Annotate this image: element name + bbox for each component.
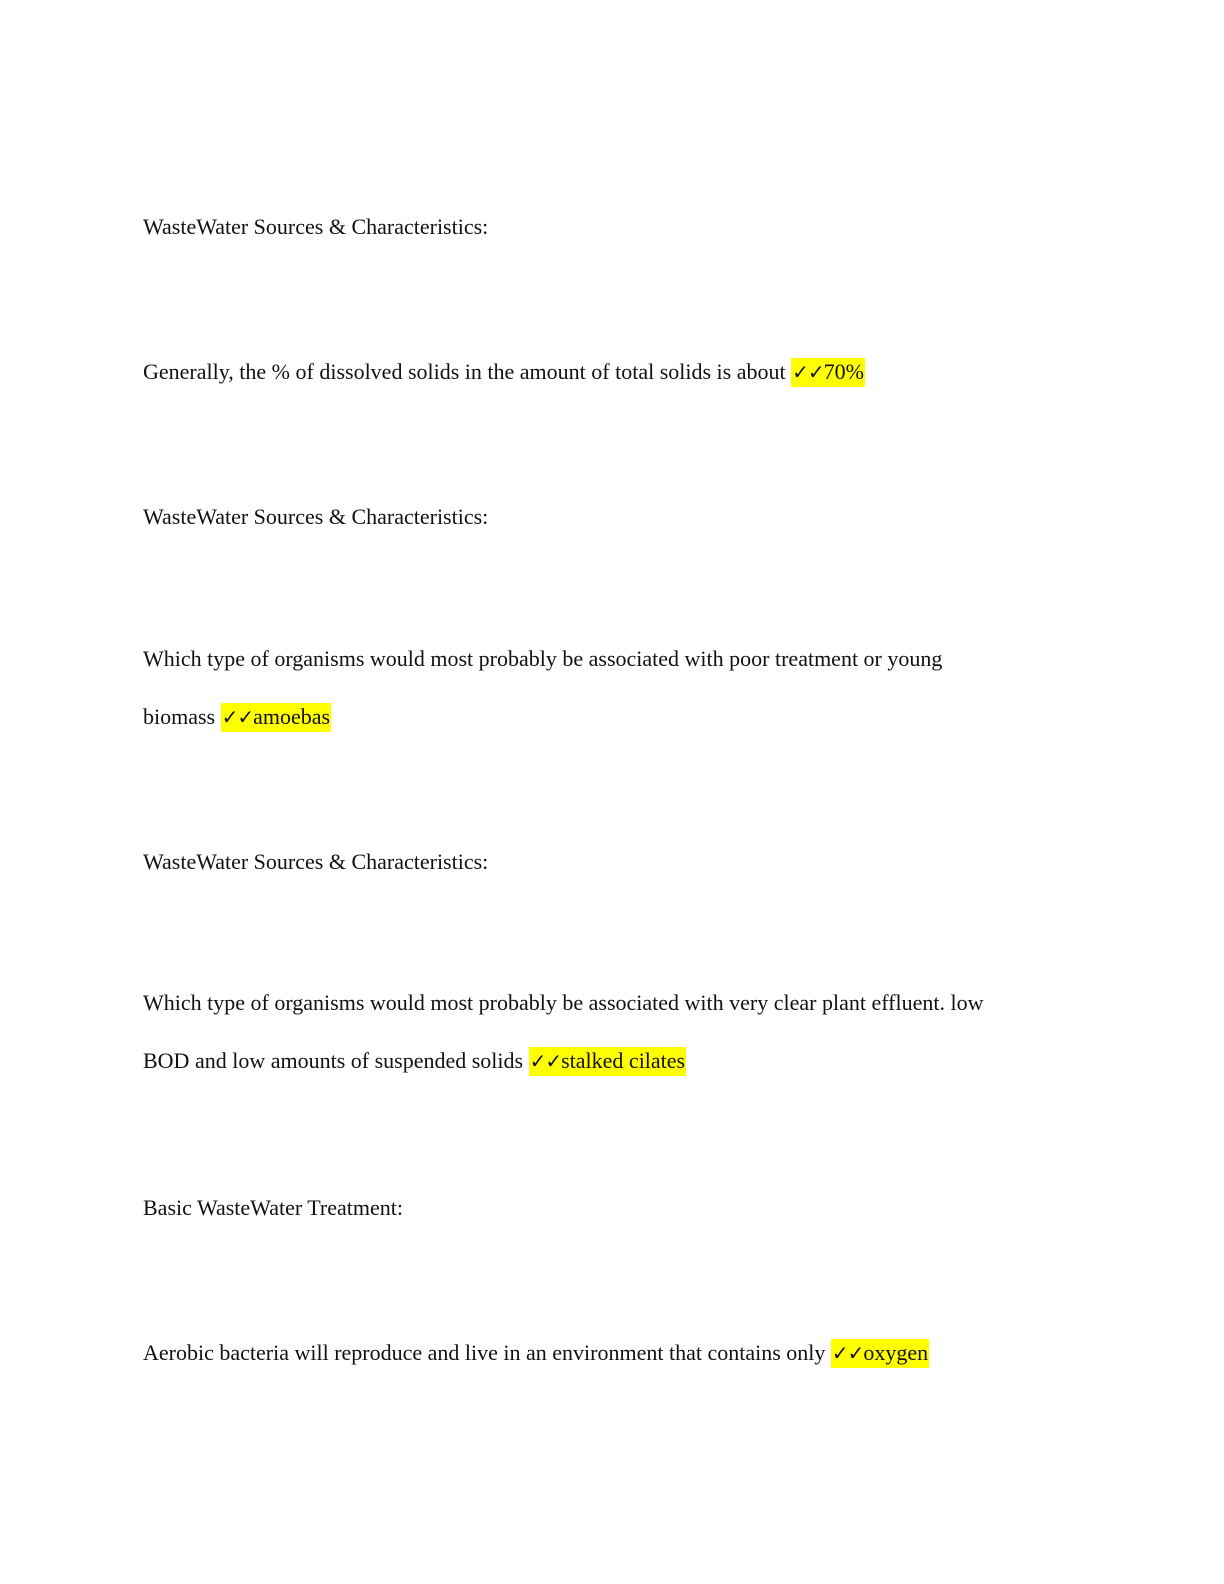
answer-text: amoebas xyxy=(253,704,331,729)
double-check-icon: ✓✓ xyxy=(529,1049,562,1073)
question-text xyxy=(143,702,331,732)
answer-highlight xyxy=(831,1339,929,1368)
answer-highlight xyxy=(791,358,865,387)
answer-text: stalked cilates xyxy=(561,1048,686,1073)
question-line: BOD and low amounts of suspended solids xyxy=(143,1048,524,1073)
question-line: Which type of organisms would most probably be associated with poor treatment or young xyxy=(143,646,943,671)
section-heading: WasteWater Sources & Characteristics: xyxy=(143,849,489,874)
section-heading: Basic WasteWater Treatment: xyxy=(143,1195,403,1220)
double-check-icon: ✓✓ xyxy=(221,705,254,729)
answer-text: oxygen xyxy=(863,1340,929,1365)
section-heading: WasteWater Sources & Characteristics: xyxy=(143,504,489,529)
question-text xyxy=(143,357,865,387)
double-check-icon: ✓✓ xyxy=(792,360,824,384)
question-text xyxy=(143,1046,686,1076)
answer-highlight xyxy=(221,703,331,732)
double-check-icon: ✓✓ xyxy=(831,1341,864,1365)
question-text xyxy=(143,1338,929,1368)
answer-text: 70% xyxy=(823,359,864,384)
section-heading: WasteWater Sources & Characteristics: xyxy=(143,214,489,239)
question-line: biomass xyxy=(143,704,216,729)
question-line: Aerobic bacteria will reproduce and live in an environment that contains only xyxy=(143,1340,826,1365)
answer-highlight xyxy=(529,1047,687,1076)
question-line: Generally, the % of dissolved solids in the amount of total solids is about xyxy=(143,359,786,384)
question-line: Which type of organisms would most probably be associated with very clear plant effluent. low xyxy=(143,990,984,1015)
